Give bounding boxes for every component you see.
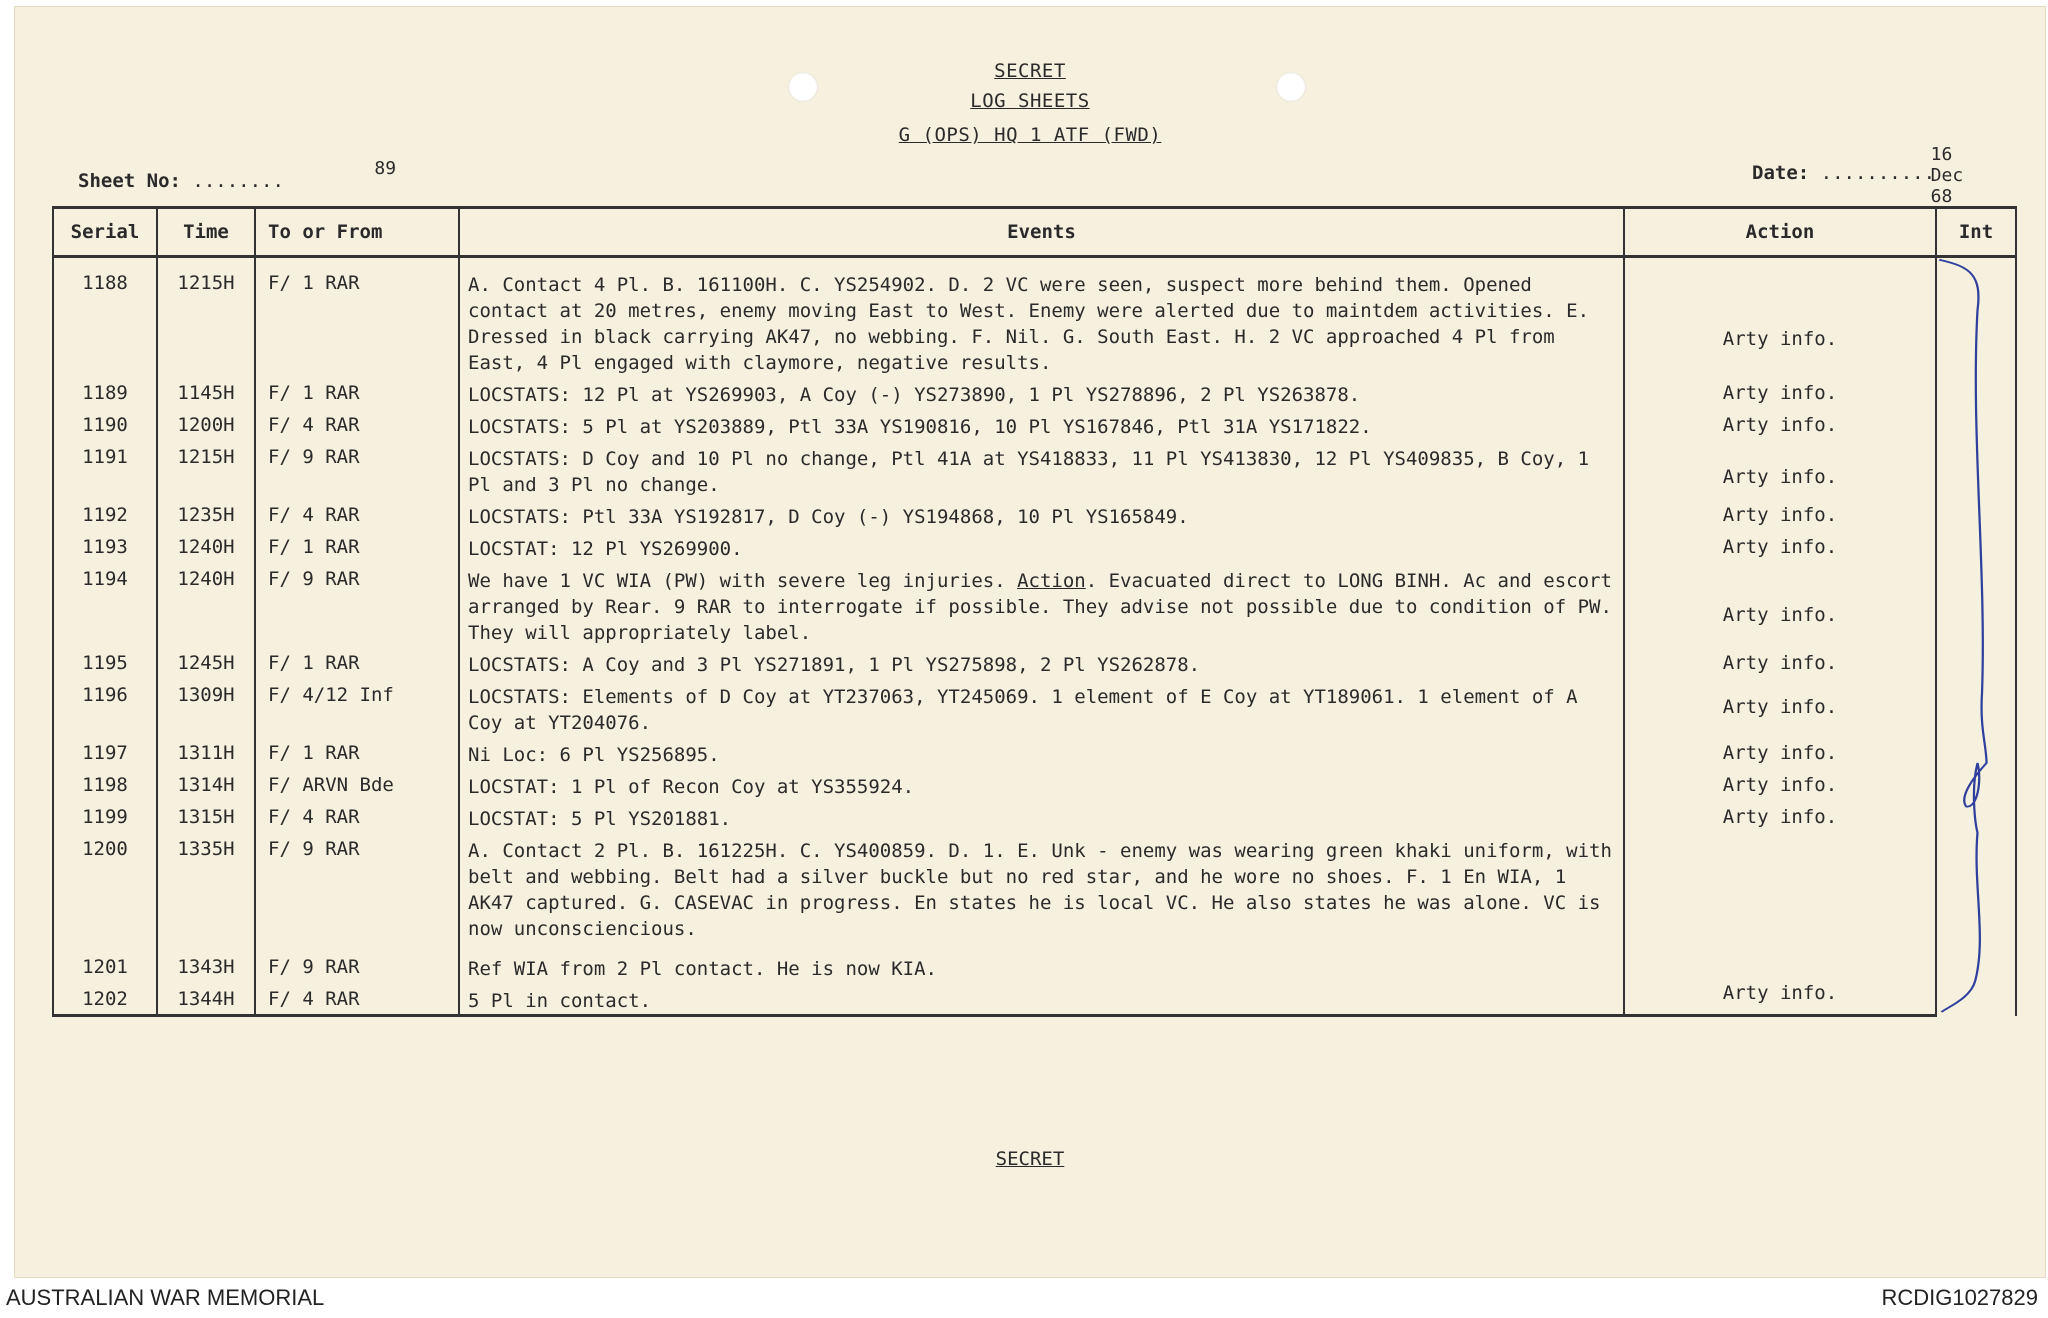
handwritten-initials-icon [1937, 258, 2027, 1016]
column-header-int: Int [1936, 208, 2016, 257]
action-cell: Arty info. [1624, 646, 1936, 678]
serial-cell: 1202 [53, 982, 157, 1016]
table-row [53, 768, 2016, 800]
date-dots: .......... 16 Dec 68 [1820, 144, 1964, 207]
sheet-label: Sheet No: [78, 170, 181, 192]
action-cell: Arty info. [1624, 408, 1936, 440]
to-from-cell: F/ 4/12 Inf [255, 678, 459, 736]
watermark-right: RCDIG1027829 [1881, 1285, 2038, 1310]
column-header-time: Time [157, 208, 255, 257]
column-header-action: Action [1624, 208, 1936, 257]
serial-cell: 1196 [53, 678, 157, 736]
events-cell: A. Contact 2 Pl. B. 161225H. C. YS400859. D. 1. E. Unk - enemy was wearing green khaki uniform, with belt and webbing. Belt had a silver buckle but no red star, and he wore no shoes. F. 1 En WIA, 1 AK47 captured. G. CASEVAC in progress. En states he is local VC. He also states he was alone. VC is now unconsciencious. [459, 832, 1624, 942]
action-cell: Arty info. [1624, 800, 1936, 832]
action-cell: Arty info. [1624, 376, 1936, 408]
time-cell: 1314H [157, 768, 255, 800]
serial-cell: 1188 [53, 257, 157, 377]
log-table [52, 206, 2017, 1017]
table-row [53, 646, 2016, 678]
events-cell: LOCSTATS: 12 Pl at YS269903, A Coy (-) YS273890, 1 Pl YS278896, 2 Pl YS263878. [459, 376, 1624, 408]
table-row [53, 498, 2016, 530]
column-header-serial: Serial [53, 208, 157, 257]
to-from-cell: F/ 1 RAR [255, 646, 459, 678]
table-row [53, 800, 2016, 832]
date-value: 16 Dec 68 [1930, 144, 1964, 207]
events-cell: LOCSTATS: D Coy and 10 Pl no change, Ptl 41A at YS418833, 11 Pl YS413830, 12 Pl YS409835, B Coy, 1 Pl and 3 Pl no change. [459, 440, 1624, 498]
action-cell: Arty info. [1624, 768, 1936, 800]
events-cell: LOCSTAT: 1 Pl of Recon Coy at YS355924. [459, 768, 1624, 800]
table-row [53, 678, 2016, 736]
time-cell: 1309H [157, 678, 255, 736]
serial-cell: 1193 [53, 530, 157, 562]
events-cell: Ref WIA from 2 Pl contact. He is now KIA. [459, 942, 1624, 982]
time-cell: 1145H [157, 376, 255, 408]
action-cell: Arty info. [1624, 982, 1936, 1016]
serial-cell: 1192 [53, 498, 157, 530]
table-row [53, 257, 2016, 377]
action-cell: Arty info. [1624, 257, 1936, 377]
serial-cell: 1190 [53, 408, 157, 440]
events-cell: A. Contact 4 Pl. B. 161100H. C. YS254902. D. 2 VC were seen, suspect more behind them. Opened contact at 20 metres, enemy moving East to West. Enemy were alerted due to maintdem activities. E. Dressed in black carrying AK47, no webbing. F. Nil. G. South East. H. 2 VC approached 4 Pl from East, 4 Pl engaged with claymore, negative results. [459, 257, 1624, 377]
to-from-cell: F/ 1 RAR [255, 736, 459, 768]
serial-cell: 1199 [53, 800, 157, 832]
time-cell: 1343H [157, 942, 255, 982]
table-row [53, 408, 2016, 440]
time-cell: 1240H [157, 530, 255, 562]
to-from-cell: F/ 4 RAR [255, 498, 459, 530]
action-cell: Arty info. [1624, 498, 1936, 530]
table-row [53, 530, 2016, 562]
serial-cell: 1195 [53, 646, 157, 678]
events-cell: 5 Pl in contact. [459, 982, 1624, 1016]
table-row [53, 982, 2016, 1016]
time-cell: 1335H [157, 832, 255, 942]
events-cell: Ni Loc: 6 Pl YS256895. [459, 736, 1624, 768]
action-cell: Arty info. [1624, 562, 1936, 646]
action-cell [1624, 832, 1936, 942]
table-row [53, 562, 2016, 646]
to-from-cell: F/ 4 RAR [255, 408, 459, 440]
to-from-cell: F/ 9 RAR [255, 562, 459, 646]
events-cell: LOCSTATS: 5 Pl at YS203889, Ptl 33A YS190816, 10 Pl YS167846, Ptl 31A YS171822. [459, 408, 1624, 440]
serial-cell: 1191 [53, 440, 157, 498]
time-cell: 1235H [157, 498, 255, 530]
events-cell: LOCSTAT: 5 Pl YS201881. [459, 800, 1624, 832]
to-from-cell: F/ 9 RAR [255, 440, 459, 498]
events-cell: LOCSTATS: A Coy and 3 Pl YS271891, 1 Pl YS275898, 2 Pl YS262878. [459, 646, 1624, 678]
serial-cell: 1189 [53, 376, 157, 408]
events-cell: LOCSTATS: Ptl 33A YS192817, D Coy (-) YS194868, 10 Pl YS165849. [459, 498, 1624, 530]
to-from-cell: F/ 9 RAR [255, 832, 459, 942]
watermark-left: AUSTRALIAN WAR MEMORIAL [6, 1285, 325, 1310]
int-cell [1936, 257, 2016, 1016]
time-cell: 1240H [157, 562, 255, 646]
time-cell: 1315H [157, 800, 255, 832]
to-from-cell: F/ ARVN Bde [255, 768, 459, 800]
sheet-number [78, 158, 397, 192]
time-cell: 1200H [157, 408, 255, 440]
classification-header: SECRET [994, 60, 1066, 82]
column-header-events: Events [459, 208, 1624, 257]
sheet-date [1752, 144, 1964, 207]
action-cell [1624, 942, 1936, 982]
table-row [53, 736, 2016, 768]
time-cell: 1215H [157, 440, 255, 498]
date-label: Date: [1752, 162, 1810, 184]
to-from-cell: F/ 9 RAR [255, 942, 459, 982]
action-cell: Arty info. [1624, 440, 1936, 498]
document-title: LOG SHEETS [970, 90, 1090, 112]
to-from-cell: F/ 1 RAR [255, 257, 459, 377]
action-emphasis: Action [1017, 570, 1086, 592]
sheet-number-value: 89 [374, 158, 397, 179]
table-row [53, 440, 2016, 498]
action-cell: Arty info. [1624, 530, 1936, 562]
time-cell: 1344H [157, 982, 255, 1016]
action-cell: Arty info. [1624, 736, 1936, 768]
serial-cell: 1198 [53, 768, 157, 800]
serial-cell: 1201 [53, 942, 157, 982]
unit-title: G (OPS) HQ 1 ATF (FWD) [898, 124, 1162, 146]
time-cell: 1311H [157, 736, 255, 768]
events-cell: LOCSTAT: 12 Pl YS269900. [459, 530, 1624, 562]
action-cell: Arty info. [1624, 678, 1936, 736]
serial-cell: 1197 [53, 736, 157, 768]
to-from-cell: F/ 1 RAR [255, 530, 459, 562]
to-from-cell: F/ 1 RAR [255, 376, 459, 408]
table-row [53, 832, 2016, 942]
sheet-dots: ........ 89 [192, 158, 397, 192]
classification-footer: SECRET [995, 1148, 1065, 1170]
time-cell: 1245H [157, 646, 255, 678]
time-cell: 1215H [157, 257, 255, 377]
column-header-to-from: To or From [255, 208, 459, 257]
to-from-cell: F/ 4 RAR [255, 800, 459, 832]
table-row [53, 376, 2016, 408]
events-cell: LOCSTATS: Elements of D Coy at YT237063, YT245069. 1 element of E Coy at YT189061. 1 element of A Coy at YT204076. [459, 678, 1624, 736]
to-from-cell: F/ 4 RAR [255, 982, 459, 1016]
events-cell: We have 1 VC WIA (PW) with severe leg injuries. Action. Evacuated direct to LONG BINH. Ac and escort arranged by Rear. 9 RAR to interrogate if possible. They advise not possible due to condition of PW. They will appropriately label. [459, 562, 1624, 646]
serial-cell: 1194 [53, 562, 157, 646]
table-row [53, 942, 2016, 982]
serial-cell: 1200 [53, 832, 157, 942]
table-header-row [53, 208, 2016, 257]
